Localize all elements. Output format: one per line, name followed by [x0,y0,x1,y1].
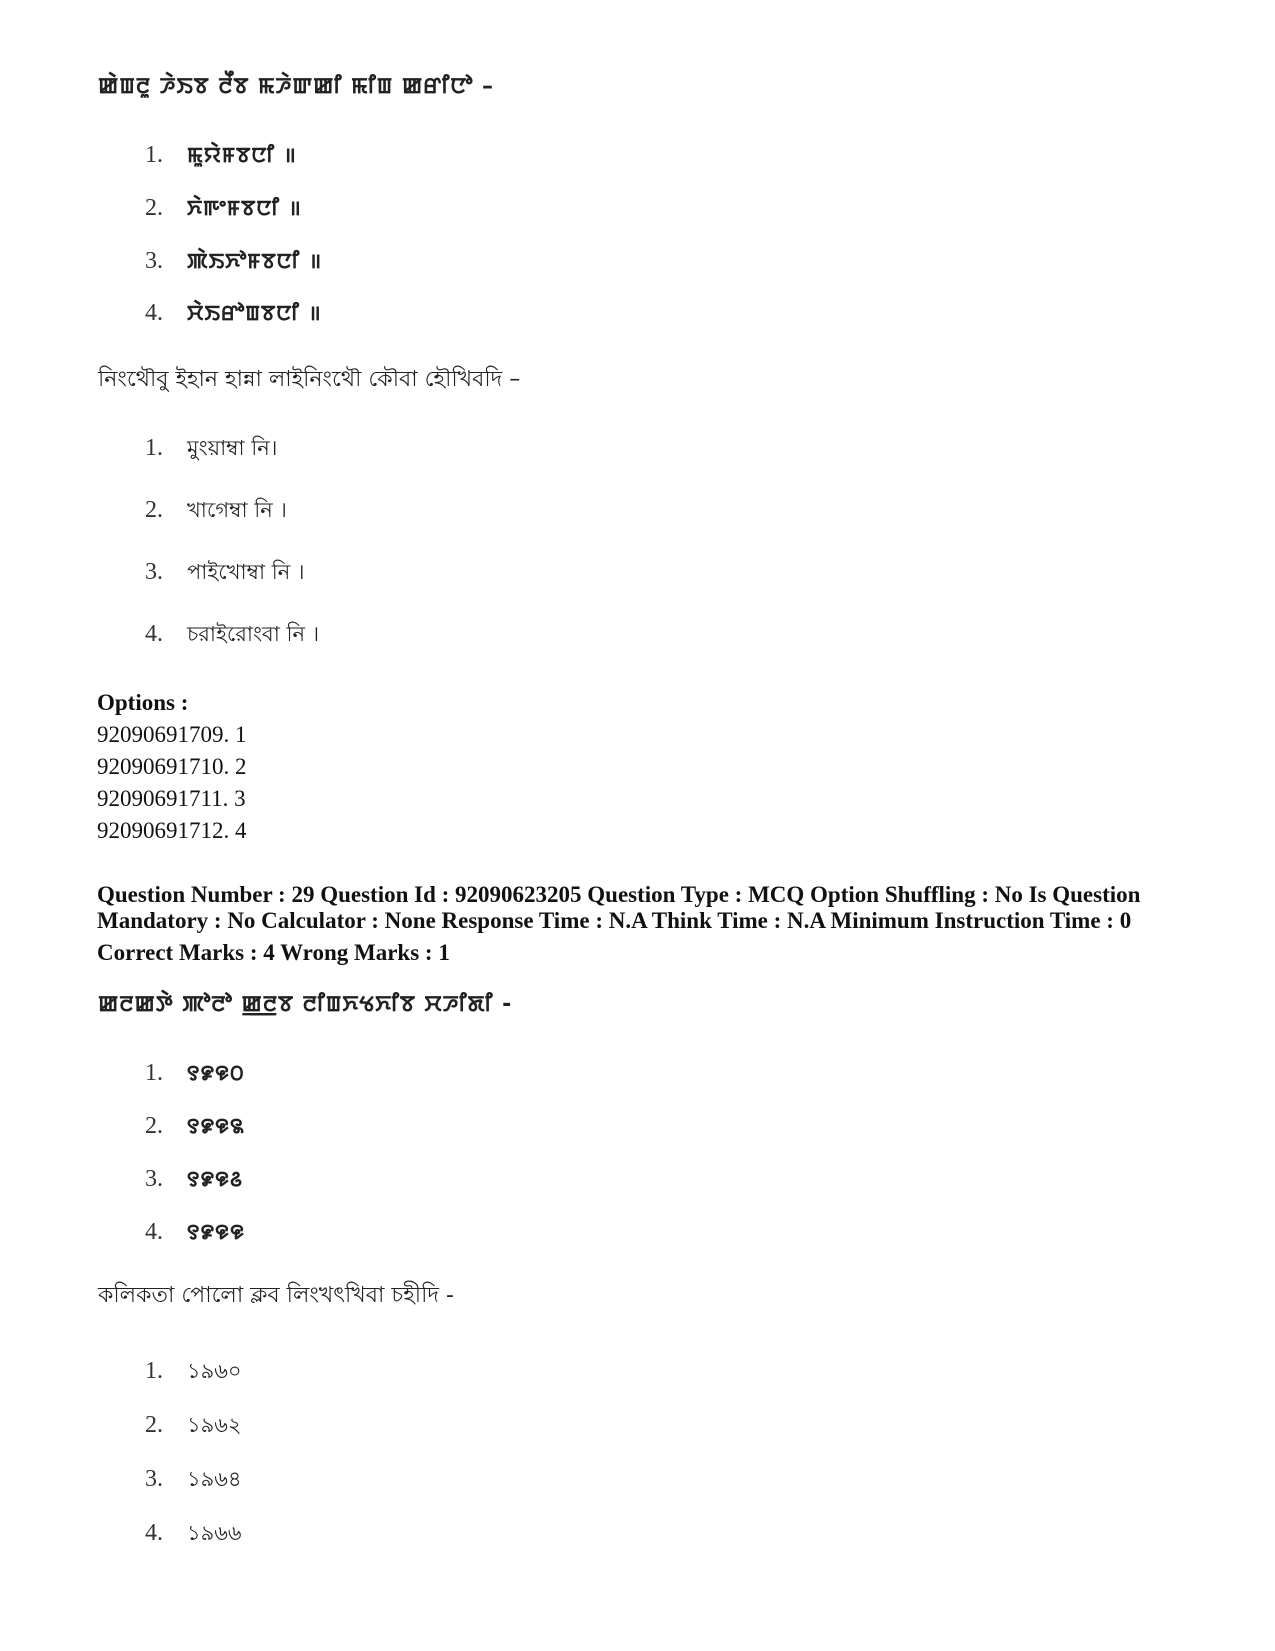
option-item [145,494,287,529]
option-item [145,1517,242,1552]
option-text: ১৯৬০ [187,1359,242,1383]
option-id: 92090691709. 1 [97,722,247,747]
q29-stem-meetei: ꯀꯂꯀꯇꯥ ꯄꯣꯂꯣ ꯀ꯭ꯂꯕ ꯂꯤꯡꯈꯠꯈꯤꯕ ꯆꯍꯤꯗꯤ - [98,992,513,1017]
option-text: ꯃꯨꯌꯥꯝꯕꯅꯤ ॥ [187,143,297,167]
option-text: খাগেম্বা নি । [187,498,287,522]
option-text: ꯄꯥꯏꯈꯣꯝꯕꯅꯤ ॥ [187,249,323,273]
option-text: পাইখোম্বা নি । [187,560,305,584]
option-number: 2. [145,195,163,221]
option-item [145,1111,245,1140]
option-id: 92090691712. 4 [97,818,247,843]
option-item [145,432,277,467]
q28-stem-bengali: নিংথৌবু ইহান হান্না লাইনিংথৌ কৌবা হৌখিবদি – [98,367,521,392]
option-number: 1. [145,142,163,168]
option-number: 1. [145,1358,163,1384]
q28-stem-meetei: ꯀꯥꯡꯂꯨ ꯍꯥꯏꯕ ꯂꯩꯕ ꯃꯍꯥꯛꯀꯤ ꯃꯤꯡ ꯀꯔꯤꯅꯣ – [98,74,494,99]
option-item [145,556,304,591]
option-number: 4. [145,1219,163,1245]
option-number: 4. [145,1520,163,1546]
option-item [145,1409,242,1444]
option-text: ১৯৬৬ [187,1521,242,1545]
option-text: ꯱꯹꯶꯲ [187,1114,245,1138]
option-number: 2. [145,497,163,523]
option-text: ১৯৬৪ [187,1467,242,1491]
option-item [145,1217,245,1246]
option-text: ꯱꯹꯶꯰ [187,1061,245,1085]
option-text: ꯱꯹꯶꯴ [187,1167,243,1191]
q29-meta-line: Mandatory : No Calculator : None Response Time : N.A Think Time : N.A Minimum Instruction Time : 0 [97,908,1132,933]
option-number: 1. [145,435,163,461]
option-number: 2. [145,1412,163,1438]
option-item [145,246,322,275]
option-item [145,618,319,653]
option-item [145,1355,242,1390]
option-id: 92090691711. 3 [97,786,246,811]
option-item [145,298,322,327]
option-number: 3. [145,248,163,274]
option-number: 3. [145,559,163,585]
option-number: 4. [145,300,163,326]
option-text: চরাইরোংবা নি । [187,622,320,646]
option-number: 1. [145,1060,163,1086]
option-item [145,1463,242,1498]
q29-meta-line: Question Number : 29 Question Id : 92090623205 Question Type : MCQ Option Shuffling : No Is Question [97,882,1141,907]
option-number: 4. [145,621,163,647]
q29-marks-line: Correct Marks : 4 Wrong Marks : 1 [97,940,450,965]
options-heading: Options : [97,690,189,715]
option-item [145,193,302,222]
option-text: ꯱꯹꯶꯶ [187,1220,246,1244]
option-number: 3. [145,1466,163,1492]
option-item [145,1164,243,1193]
option-text: ꯈꯥꯒꯦꯝꯕꯅꯤ ॥ [187,196,302,220]
option-id: 92090691710. 2 [97,754,247,779]
option-number: 3. [145,1166,163,1192]
option-item [145,1058,245,1087]
option-item [145,140,297,169]
q29-stem-bengali: কলিকতা পোলো ক্লব লিংখৎখিবা চহীদি - [98,1283,454,1308]
option-text: ১৯৬২ [187,1413,242,1437]
option-text: ꯆꯥꯏꯔꯣꯡꯕꯅꯤ ॥ [187,301,322,325]
option-number: 2. [145,1113,163,1139]
option-text: মুংয়াম্বা নি। [187,436,278,460]
